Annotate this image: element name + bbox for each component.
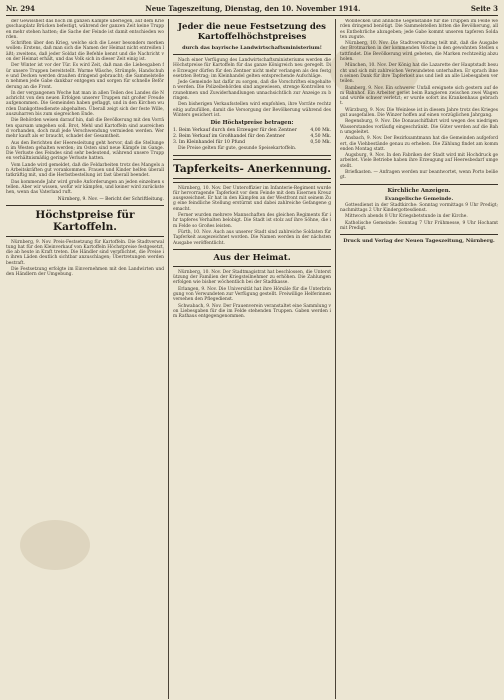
column-1 bbox=[6, 19, 164, 699]
article-paragraph: Die Festsetzung erfolgte im Einvernehmen mit den Landwirten und den Händlern der Umgebung. bbox=[6, 266, 165, 278]
column-2 bbox=[173, 19, 331, 699]
headline-bravery: Tapferkeits- Anerkennung. bbox=[173, 162, 331, 175]
divider bbox=[340, 234, 498, 235]
article-paragraph: Das kommende Jahr wird große Anforderungen an jeden einzelnen stellen. Aber wir wissen, wofür wir kämpfen, und keiner wird zurückstehen, wenn das Vaterland ruft. bbox=[6, 179, 165, 196]
article-paragraph: Erlangen, 9. Nov. Die Universität hat ihre Hörsäle für die Unterbringung von Verwundeten zur Verfügung gestellt. Freiwillige Helferinnen versehen den Pflegedienst. bbox=[173, 286, 332, 303]
divider bbox=[173, 155, 331, 160]
paper-title: Neue Tageszeitung, Dienstag, den 10. November 1914. bbox=[145, 4, 361, 13]
page-header bbox=[6, 4, 498, 16]
column-separator bbox=[335, 19, 336, 699]
divider bbox=[340, 184, 498, 185]
headline-potato-prices: Höchstpreise für Kartoffeln. bbox=[35, 208, 135, 233]
price-label: 3. Im Kleinhandel für 10 Pfund bbox=[173, 140, 246, 146]
price-list-title: Die Höchstpreise betragen: bbox=[210, 120, 294, 127]
article-paragraph: Aus den Berichten der Heeresleitung geht hervor, daß die Stellungen im Westen gehalten werden; im Osten sind neue Kämpfe im Gange. Die Verluste des Feindes sind sehr bedeutend, während unsere Truppen verhältnismäßig geringe Verluste hatten. bbox=[6, 140, 165, 162]
column-3 bbox=[340, 19, 498, 699]
article-paragraph: Die Behörden weisen darauf hin, daß die Bevölkerung mit den Vorräten sparsam umgehen soll. Brot, Mehl und Kartoffeln sind ausreichend vorhanden, doch muß jede Verschwendung vermieden werden. Wer mehr kauft als er braucht, schadet der Gesamtheit. bbox=[6, 118, 165, 140]
price-value: 0,50 Mk. bbox=[310, 140, 332, 146]
article-paragraph: Würzburg, 9. Nov. Die Weinlese ist in diesem Jahre trotz des Krieges gut ausgefallen. Die Winzer hoffen auf einen vorzüglichen Jahrgang. bbox=[340, 107, 499, 119]
article-paragraph: Nürnberg, 10. Nov. Die Stadtverwaltung teilt mit, daß die Ausgabe der Brotmarken in der kommenden Woche in den gewohnten Stellen stattfindet. Die Bevölkerung wird gebeten, die Marken rechtzeitig abzuholen. bbox=[340, 41, 499, 63]
article-paragraph: Fürth, 10. Nov. Auch aus unserer Stadt sind zahlreiche Soldaten für Tapferkeit ausgezeichnet worden. Die Namen werden in der nächsten Ausgabe veröffentlicht. bbox=[173, 229, 332, 246]
price-label: 2. Beim Verkauf im Großhandel für den Zentner bbox=[173, 134, 285, 140]
issue-number: Nr. 294 bbox=[6, 4, 35, 13]
article-paragraph: Ansbach, 9. Nov. Der Bezirksamtmann hat die Gemeinden aufgefordert, die Viehbestände genau zu erheben. Die Zählung findet am kommenden Montag statt. bbox=[340, 136, 499, 152]
divider bbox=[6, 205, 164, 206]
notice-item: Katholische Gemeinde: Sonntag 7 Uhr Frühmesse, 9 Uhr Hochamt mit Predigt. bbox=[340, 220, 499, 231]
divider bbox=[173, 54, 331, 55]
article-paragraph: Vom Lande wird gemeldet, daß die Feldarbeiten trotz des Mangels an Arbeitskräften gut vorankommen. Frauen und Kinder helfen überall tatkräftig mit, und die Herbstbestellung ist fast überall beendet. bbox=[6, 162, 165, 179]
page-number: Seite 3 bbox=[470, 4, 498, 13]
price-label: 1. Beim Verkauf durch den Erzeuger für den Zentner bbox=[173, 128, 297, 134]
article-paragraph: Die Preise gelten für gute, gesunde Speisekartoffeln. bbox=[178, 146, 297, 152]
article-paragraph: Wolldecken und ähnliche Gegenstände für die Truppen im Felde werden dringend benötigt. Die Sammelstellen bitten die Bevölkerung, alles Entbehrliche abzugeben; jede Gabe kommt unseren tapferen Soldaten zugute. bbox=[340, 19, 499, 40]
article-paragraph: Der Winter ist vor der Tür. Es wird Zeit, daß man die Liebesgaben für unsere Truppen bereitstellt. Warme Wäsche, Strümpfe, Handschuhe und Decken werden draußen dringend gebraucht; die Sammelstellen nehmen jede Gabe dankbar entgegen und sorgen für schnelle Beförderung an die Front. bbox=[6, 63, 165, 90]
divider bbox=[173, 249, 331, 250]
article-paragraph: Nach einer Verfügung des Landwirtschaftsministeriums werden die Höchstpreise für Kartoffeln für das ganze Königreich neu geregelt. Die Erzeuger dürfen für den Zentner nicht mehr verlangen als den festgesetzten Betrag; im Kleinhandel gelten entsprechende Aufschläge. bbox=[173, 58, 332, 79]
divider bbox=[6, 236, 164, 237]
letters-note: Briefkasten. — Anfragen werden nur beantwortet, wenn Porto beiliegt. bbox=[340, 170, 499, 181]
columns bbox=[6, 19, 498, 699]
article-paragraph: Regensburg, 9. Nov. Die Donauschiffahrt wird wegen des niedrigen Wasserstandes vorläufig eingeschränkt. Die Güter werden auf die Bahn umgeleitet. bbox=[340, 119, 499, 135]
article-signature: Nürnberg, 9. Nov. — Bericht der Schriftleitung. bbox=[57, 196, 165, 202]
article-paragraph: Nürnberg, 10. Nov. Der Unteroffizier im Infanterie-Regiment wurde für hervorragende Tapferkeit vor dem Feinde mit dem Eisernen Kreuz ausgezeichnet. Er hat in den Kämpfen an der Westfront mit seinem Zug eine feindliche Stellung erstürmt und dabei zahlreiche Gefangene gemacht. bbox=[173, 185, 332, 212]
headline-homeland: Aus der Heimat. bbox=[213, 252, 291, 263]
article-paragraph: Jede Gemeinde hat dafür zu sorgen, daß die Vorschriften eingehalten werden. Die Polizeibehörden sind angewiesen, strenge Kontrollen vorzunehmen und Zuwiderhandlungen unnachsichtlich zur Anzeige zu bringen. bbox=[173, 80, 332, 102]
article-paragraph: Schwabach, 9. Nov. Der Frauenverein veranstaltet eine Sammlung von Liebesgaben für die im Felde stehenden Truppen. Gaben werden im Rathaus entgegengenommen. bbox=[173, 303, 332, 320]
divider bbox=[173, 178, 331, 183]
notice-item: Gottesdienst in der Stadtkirche: Sonntag vormittags 9 Uhr Predigt; nachmittags 2 Uhr Kindergottesdienst. bbox=[340, 202, 499, 213]
article-paragraph: Schriften über den Krieg, welche sich die Leser besonders merken wollen: Erstens, daß man sich die Namen der Heimat nicht entreißen läßt; zweitens, daß jeder Soldat die Befehle kennt und die Nachricht von der Heimat erhält, und das Volk sich in dieser Zeit einig ist. bbox=[6, 41, 165, 63]
article-paragraph: München, 10. Nov. Der König hat die Lazarette der Hauptstadt besucht und sich mit zahlreichen Verwundeten unterhalten. Er sprach ihnen seinen Dank für ihre Tapferkeit aus und ließ an alle Liebesgaben verteilen. bbox=[340, 63, 499, 85]
article-paragraph: Augsburg, 9. Nov. In den Fabriken der Stadt wird mit Hochdruck gearbeitet. Viele Betriebe haben ihre Erzeugung auf Heeresbedarf umgestellt. bbox=[340, 153, 499, 169]
price-value: 4,00 Mk. bbox=[310, 128, 332, 134]
article-paragraph: der Gewissheit das hoch im ganzen Kampfe überlegen, auf dem Kriegsschauplatz Brücken befestigt, während der ganzen Zeit keine Truppen mehr stehen hatten; die Sache der Feinde ist damit entschieden worden. bbox=[6, 19, 165, 40]
notices-title: Kirchliche Anzeigen. bbox=[387, 187, 451, 194]
article-paragraph: In der vergangenen Woche hat man in allen Teilen des Landes die Nachricht von den neuen Erfolgen unserer Truppen mit großer Freude aufgenommen. Die Gemeinden haben geflaggt, und in den Kirchen wurden Dankgottesdienste abgehalten. Überall zeigt sich der feste Wille, auszuharren bis zum siegreichen Ende. bbox=[6, 90, 165, 118]
publisher-line: Druck und Verlag der Neuen Tageszeitung, Nürnberg. bbox=[343, 238, 495, 245]
article-paragraph: Bamberg, 9. Nov. Ein schwerer Unfall ereignete sich gestern auf dem Bahnhof. Ein Arbeiter geriet beim Rangieren zwischen zwei Wagen und wurde schwer verletzt; er wurde sofort ins Krankenhaus gebracht. bbox=[340, 85, 499, 107]
subheadline: durch das bayrische Landwirtschaftsministerium! bbox=[182, 45, 322, 51]
divider bbox=[173, 266, 331, 267]
notice-item: Mittwoch abends 8 Uhr Kriegsbetstunde in der Kirche. bbox=[345, 214, 468, 220]
notices-list bbox=[340, 203, 498, 231]
price-value: 4,50 Mk. bbox=[310, 134, 332, 140]
article-paragraph: Den bisherigen Verkaufsstellen wird empfohlen, ihre Vorräte rechtzeitig aufzufüllen, damit die Versorgung der Bevölkerung während des Winters gesichert ist. bbox=[173, 102, 332, 118]
article-paragraph: Ferner wurden mehrere Mannschaften des gleichen Regiments für ihr tapferes Verhalten belobigt. Die Stadt ist stolz auf ihre Söhne, die im Felde so Großes leisten. bbox=[173, 213, 332, 229]
article-paragraph: Nürnberg, 10. Nov. Der Stadtmagistrat hat beschlossen, die Unterstützung der Familien der Kriegsteilnehmer zu erhöhen. Die Zahlungen erfolgen wie bisher wöchentlich bei der Stadtkasse. bbox=[173, 269, 332, 286]
notices-subtitle: Evangelische Gemeinde. bbox=[384, 195, 454, 202]
article-paragraph: Nürnberg, 9. Nov. Preis-Festsetzung für Kartoffeln. Die Stadtverwaltung hat für den Kleinverkauf von Kartoffeln Höchstpreise festgesetzt, die ab heute in Kraft treten. Die Händler sind verpflichtet, die Preise in ihren Läden deutlich sichtbar anzuschlagen; Übertretungen werden bestraft. bbox=[6, 239, 165, 266]
headline-price-regulation: Jeder die neue Festsetzung des Kartoffelhöchstpreises bbox=[178, 22, 326, 42]
column-separator bbox=[168, 19, 169, 699]
